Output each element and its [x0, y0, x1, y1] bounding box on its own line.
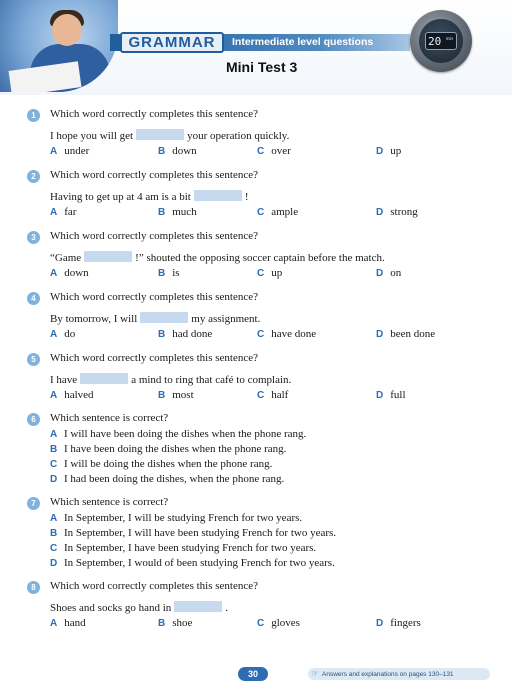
answer-blank[interactable]: [136, 129, 184, 140]
option-letter: C: [257, 146, 265, 157]
option-letter: C: [257, 390, 265, 401]
option-letter: D: [50, 474, 58, 485]
option-text: ample: [271, 206, 299, 218]
sentence-before: By tomorrow, I will: [50, 313, 138, 325]
option-text: had done: [172, 328, 213, 340]
option-text: I have been doing the dishes when the phone rang.: [64, 443, 287, 455]
page-header: [0, 0, 512, 100]
option-letter: A: [50, 513, 58, 524]
option-text: is: [172, 267, 180, 279]
option-b[interactable]: [158, 328, 212, 340]
option-text: gloves: [271, 617, 300, 629]
sentence-after: your operation quickly.: [187, 130, 290, 142]
option-b[interactable]: [158, 145, 197, 157]
option-letter: B: [158, 146, 166, 157]
option-text: been done: [390, 328, 436, 340]
question-number: 5: [27, 353, 40, 366]
student-photo: [0, 0, 118, 92]
answer-blank[interactable]: [174, 601, 222, 612]
option-c[interactable]: [257, 328, 316, 340]
question-prompt: Which word correctly completes this sentence?: [50, 352, 259, 364]
option-b[interactable]: [158, 206, 197, 218]
option-letter: C: [50, 543, 58, 554]
student-head: [52, 14, 82, 46]
option-letter: C: [257, 268, 265, 279]
option-letter: C: [257, 329, 265, 340]
option-text: far: [64, 206, 77, 218]
option-letter: B: [50, 528, 58, 539]
option-letter: B: [158, 618, 166, 629]
page-number: 30: [238, 667, 268, 681]
option-b[interactable]: [158, 267, 180, 279]
question-number: 3: [27, 231, 40, 244]
option-text: full: [390, 389, 406, 401]
stopwatch-icon: [410, 10, 472, 72]
option-d[interactable]: [376, 206, 418, 218]
question-sentence: [50, 373, 291, 386]
option-letter: B: [50, 444, 58, 455]
option-text: up: [271, 267, 283, 279]
sentence-before: Having to get up at 4 am is a bit: [50, 191, 191, 203]
question-sentence: [50, 190, 249, 203]
option-text: fingers: [390, 617, 421, 629]
option-d[interactable]: [376, 328, 435, 340]
option-text: In September, I will have been studying French for two years.: [64, 527, 337, 539]
option-letter: A: [50, 618, 58, 629]
answer-blank[interactable]: [80, 373, 128, 384]
option-letter: D: [376, 268, 384, 279]
option-c[interactable]: [50, 458, 272, 470]
option-letter: D: [376, 329, 384, 340]
sentence-after: !” shouted the opposing soccer captain before the match.: [135, 252, 385, 264]
option-d[interactable]: [376, 267, 401, 279]
question-sentence: [50, 129, 289, 142]
option-letter: B: [158, 329, 166, 340]
option-letter: A: [50, 268, 58, 279]
sentence-after: !: [244, 191, 249, 203]
sentence-after: a mind to ring that café to complain.: [131, 374, 292, 386]
option-b[interactable]: [50, 527, 336, 539]
option-text: most: [172, 389, 194, 401]
option-c[interactable]: [50, 542, 316, 554]
option-letter: D: [376, 146, 384, 157]
option-text: much: [172, 206, 197, 218]
option-c[interactable]: [257, 206, 298, 218]
option-text: I will be doing the dishes when the phone rang.: [64, 458, 273, 470]
question-sentence: [50, 601, 228, 614]
option-c[interactable]: [257, 145, 291, 157]
option-b[interactable]: [158, 617, 192, 629]
option-a[interactable]: [50, 389, 94, 401]
question-sentence: [50, 312, 260, 325]
timer-unit: min: [445, 36, 453, 41]
option-b[interactable]: [158, 389, 194, 401]
answer-blank[interactable]: [194, 190, 242, 201]
option-d[interactable]: [50, 557, 335, 569]
question-number: 2: [27, 170, 40, 183]
option-d[interactable]: [50, 473, 284, 485]
option-letter: A: [50, 146, 58, 157]
sentence-after: my assignment.: [191, 313, 261, 325]
option-letter: C: [257, 207, 265, 218]
option-letter: C: [50, 459, 58, 470]
option-text: down: [172, 145, 197, 157]
option-c[interactable]: [257, 617, 300, 629]
question-prompt: Which sentence is correct?: [50, 496, 169, 508]
question-prompt: Which word correctly completes this sentence?: [50, 291, 259, 303]
option-text: In September, I would of been studying French for two years.: [64, 557, 335, 569]
question-prompt: Which word correctly completes this sentence?: [50, 580, 259, 592]
sentence-before: I have: [50, 374, 78, 386]
option-letter: C: [257, 618, 265, 629]
option-letter: A: [50, 207, 58, 218]
option-text: In September, I have been studying French for two years.: [64, 542, 317, 554]
option-text: hand: [64, 617, 86, 629]
option-a[interactable]: [50, 512, 302, 524]
option-text: shoe: [172, 617, 193, 629]
option-letter: D: [376, 207, 384, 218]
option-a[interactable]: [50, 267, 89, 279]
option-text: on: [390, 267, 402, 279]
option-a[interactable]: [50, 617, 86, 629]
option-text: up: [390, 145, 402, 157]
option-text: have done: [271, 328, 317, 340]
option-letter: D: [376, 390, 384, 401]
option-a[interactable]: [50, 145, 89, 157]
question-number: 1: [27, 109, 40, 122]
option-a[interactable]: [50, 206, 76, 218]
section-subtitle: Intermediate level questions: [232, 36, 374, 48]
option-letter: A: [50, 329, 58, 340]
option-letter: D: [50, 558, 58, 569]
option-text: under: [64, 145, 90, 157]
answers-note-text: Answers and explanations on pages 130–131: [322, 671, 454, 678]
option-letter: B: [158, 207, 166, 218]
question-sentence: [50, 251, 385, 264]
option-text: I had been doing the dishes, when the phone rang.: [64, 473, 285, 485]
option-a[interactable]: [50, 328, 75, 340]
sentence-before: Shoes and socks go hand in: [50, 602, 172, 614]
timer-display: [425, 32, 457, 50]
option-text: I will have been doing the dishes when the phone rang.: [64, 428, 307, 440]
option-text: do: [64, 328, 76, 340]
option-d[interactable]: [376, 389, 406, 401]
sentence-after: .: [225, 602, 229, 614]
pointing-hand-icon: ☞: [311, 669, 319, 678]
option-letter: A: [50, 390, 58, 401]
option-letter: B: [158, 390, 166, 401]
option-d[interactable]: [376, 145, 401, 157]
option-b[interactable]: [50, 443, 286, 455]
option-c[interactable]: [257, 389, 288, 401]
timer-value: 20: [428, 35, 442, 48]
option-letter: D: [376, 618, 384, 629]
student-paper: [9, 61, 82, 92]
question-number: 7: [27, 497, 40, 510]
option-d[interactable]: [376, 617, 421, 629]
option-text: In September, I will be studying French for two years.: [64, 512, 303, 524]
option-text: over: [271, 145, 291, 157]
sentence-before: I hope you will get: [50, 130, 134, 142]
question-number: 8: [27, 581, 40, 594]
sentence-before: “Game: [50, 252, 82, 264]
question-prompt: Which word correctly completes this sentence?: [50, 108, 259, 120]
option-text: down: [64, 267, 89, 279]
question-prompt: Which word correctly completes this sentence?: [50, 230, 259, 242]
answer-blank[interactable]: [84, 251, 132, 262]
section-title: GRAMMAR: [120, 32, 224, 53]
timer-face: [419, 19, 463, 63]
question-number: 4: [27, 292, 40, 305]
question-prompt: Which sentence is correct?: [50, 412, 169, 424]
option-letter: A: [50, 429, 58, 440]
test-name: Mini Test 3: [226, 59, 298, 75]
option-text: half: [271, 389, 289, 401]
option-c[interactable]: [257, 267, 282, 279]
option-text: halved: [64, 389, 94, 401]
answer-blank[interactable]: [140, 312, 188, 323]
option-letter: B: [158, 268, 166, 279]
question-prompt: Which word correctly completes this sentence?: [50, 169, 259, 181]
answers-note: [308, 668, 490, 680]
question-number: 6: [27, 413, 40, 426]
option-a[interactable]: [50, 428, 306, 440]
option-text: strong: [390, 206, 418, 218]
